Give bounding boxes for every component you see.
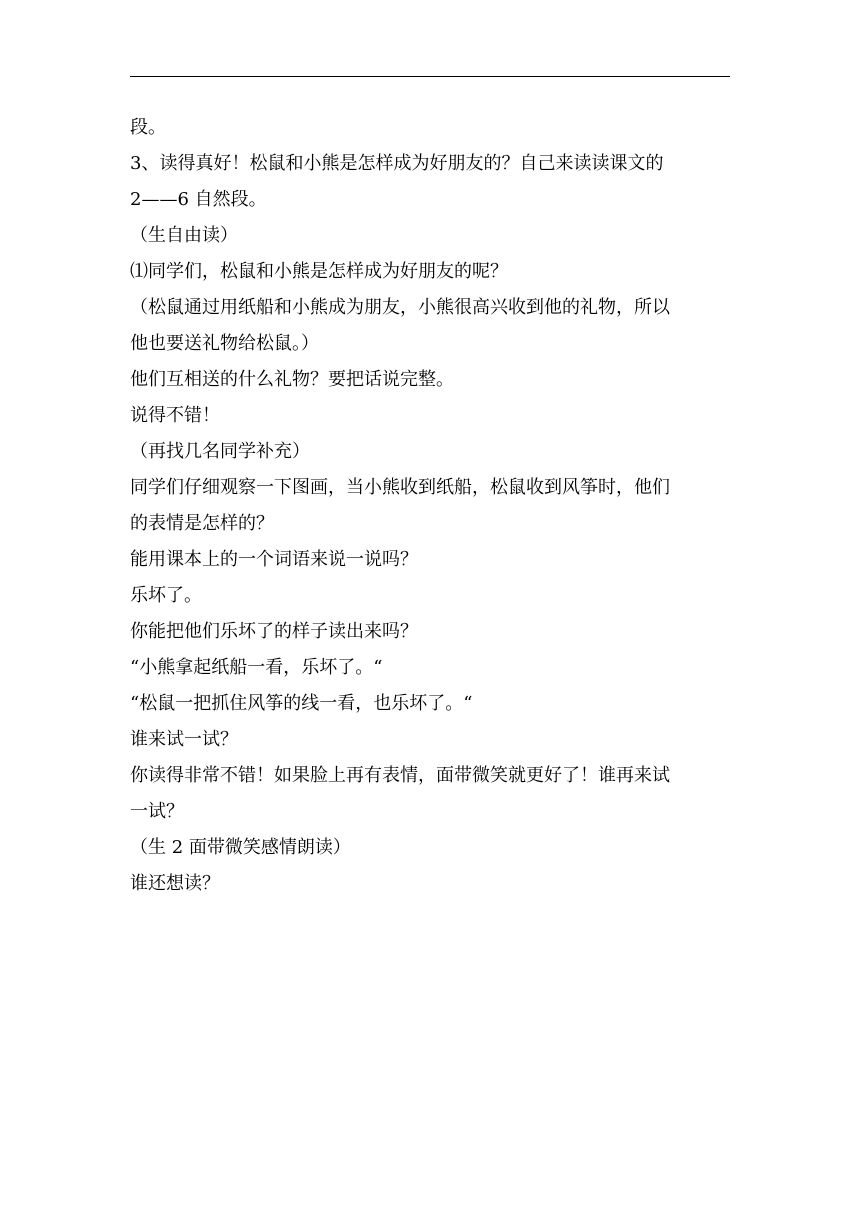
text-line: （生自由读） — [130, 225, 238, 246]
text-line: 谁还想读？ — [130, 873, 220, 894]
text-line: 乐坏了。 — [130, 585, 202, 606]
text-line: 同学们仔细观察一下图画，当小熊收到纸船，松鼠收到风筝时，他们 — [130, 477, 670, 498]
text-line: 段。 — [130, 117, 166, 138]
text-line: 你能把他们乐坏了的样子读出来吗？ — [130, 621, 418, 642]
text-line: 你读得非常不错！如果脸上再有表情，面带微笑就更好了！谁再来试 — [130, 765, 670, 786]
text-line: 说得不错！ — [130, 405, 220, 426]
text-line: 的表情是怎样的？ — [130, 513, 274, 534]
text-line: （松鼠通过用纸船和小熊成为朋友，小熊很高兴收到他的礼物，所以 — [130, 297, 670, 318]
text-line: 一试？ — [130, 801, 184, 822]
text-line: 他也要送礼物给松鼠。） — [130, 333, 319, 354]
header-rule — [130, 76, 730, 77]
text-line: “小熊拿起纸船一看，乐坏了。“ — [130, 657, 383, 678]
text-line: “松鼠一把抓住风筝的线一看，也乐坏了。“ — [130, 693, 473, 714]
document-body — [130, 110, 730, 902]
text-line: 他们互相送的什么礼物？要把话说完整。 — [130, 369, 454, 390]
text-line: （再找几名同学补充） — [130, 441, 310, 462]
text-line: 谁来试一试？ — [130, 729, 238, 750]
text-line: 2——6 自然段。 — [130, 189, 267, 210]
text-line: （生 2 面带微笑感情朗读） — [130, 837, 351, 858]
text-line: 3、读得真好！松鼠和小熊是怎样成为好朋友的？自己来读读课文的 — [130, 153, 664, 174]
text-line: ⑴同学们，松鼠和小熊是怎样成为好朋友的呢？ — [130, 261, 508, 282]
text-line: 能用课本上的一个词语来说一说吗？ — [130, 549, 418, 570]
